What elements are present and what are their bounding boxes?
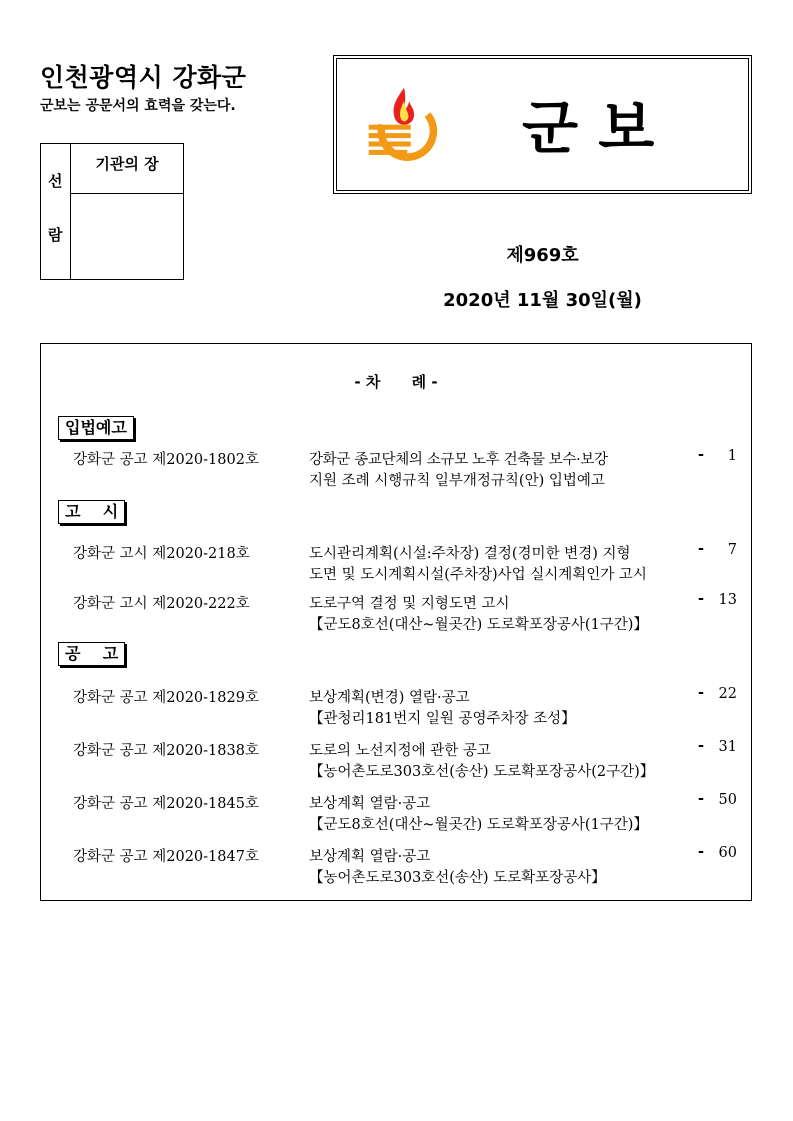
issue-number: 제969호 xyxy=(506,245,579,266)
entry-title-line1: 보상계획 열람·공고 xyxy=(309,849,431,865)
toc-entry[interactable] xyxy=(41,845,751,885)
toc-entry[interactable] xyxy=(41,592,751,632)
entry-dash: - xyxy=(698,738,705,754)
entry-page: 13 xyxy=(718,592,737,608)
entry-code: 강화군 공고 제2020-1838호 xyxy=(73,743,259,759)
entry-title-line1: 도시관리계획(시설:주차장) 결정(경미한 변경) 지형 xyxy=(309,546,631,562)
entry-title-line2: 지원 조례 시행규칙 일부개정규칙(안) 입법예고 xyxy=(309,473,605,489)
entry-code: 강화군 공고 제2020-1845호 xyxy=(73,796,259,812)
entry-title-line2: 【관청리181번지 일원 공영주차장 조성】 xyxy=(309,711,576,727)
entry-page: 7 xyxy=(727,542,737,558)
section-label-public-notice: 고 시 xyxy=(58,500,125,524)
issue-date: 2020년 11월 30일(월) xyxy=(443,290,642,311)
entry-dash: - xyxy=(698,685,705,701)
circulation-head-label: 기관의 장 xyxy=(71,144,183,194)
circulation-side xyxy=(41,144,71,279)
masthead-box xyxy=(333,55,752,194)
entry-title-line2: 【농어촌도로303호선(송산) 도로확포장공사(2구간)】 xyxy=(309,764,655,780)
section-label-announcement: 공 고 xyxy=(58,642,125,666)
entry-dash: - xyxy=(698,844,705,860)
entry-page: 60 xyxy=(718,845,737,861)
ganghwa-emblem-icon xyxy=(362,81,446,165)
entry-code: 강화군 공고 제2020-1847호 xyxy=(73,849,259,865)
entry-page: 50 xyxy=(718,792,737,808)
circulation-char-1: 선 xyxy=(48,172,63,190)
entry-title-line1: 강화군 종교단체의 소규모 노후 건축물 보수·보강 xyxy=(309,452,608,468)
entry-title-line2: 【군도8호선(대산~월곳간) 도로확포장공사(1구간)】 xyxy=(309,617,648,633)
entry-page: 22 xyxy=(718,686,737,702)
entry-dash: - xyxy=(698,591,705,607)
entry-dash: - xyxy=(698,447,705,463)
circulation-box xyxy=(40,143,184,280)
masthead-title: 군 보 xyxy=(522,94,655,162)
entry-title-line2: 【농어촌도로303호선(송산) 도로확포장공사】 xyxy=(309,870,606,886)
entry-title-line2: 도면 및 도시계획시설(주차장)사업 실시계획인가 고시 xyxy=(309,567,647,583)
tagline: 군보는 공문서의 효력을 갖는다. xyxy=(40,98,236,114)
toc-entry[interactable] xyxy=(41,792,751,832)
toc-entry[interactable] xyxy=(41,686,751,726)
section-label-legislative-notice: 입법예고 xyxy=(58,416,134,440)
entry-code: 강화군 고시 제2020-222호 xyxy=(73,596,250,612)
entry-code: 강화군 공고 제2020-1802호 xyxy=(73,452,259,468)
circulation-char-2: 람 xyxy=(48,226,63,244)
toc-entry[interactable] xyxy=(41,739,751,779)
entry-title-line1: 보상계획(변경) 열람·공고 xyxy=(309,690,470,706)
entry-title-line2: 【군도8호선(대산~월곳간) 도로확포장공사(1구간)】 xyxy=(309,817,648,833)
toc-entry[interactable] xyxy=(41,542,751,582)
entry-title-line1: 도로의 노선지정에 관한 공고 xyxy=(309,743,491,759)
masthead-inner-frame xyxy=(336,58,749,191)
toc-entry[interactable] xyxy=(41,448,751,488)
toc-title: - 차 례 - xyxy=(354,373,438,391)
entry-code: 강화군 고시 제2020-218호 xyxy=(73,546,250,562)
organization-name: 인천광역시 강화군 xyxy=(40,63,247,92)
entry-page: 31 xyxy=(718,739,737,755)
entry-dash: - xyxy=(698,791,705,807)
entry-code: 강화군 공고 제2020-1829호 xyxy=(73,690,259,706)
table-of-contents xyxy=(40,343,752,901)
entry-dash: - xyxy=(698,541,705,557)
entry-page: 1 xyxy=(727,448,737,464)
entry-title-line1: 보상계획 열람·공고 xyxy=(309,796,431,812)
entry-title-line1: 도로구역 결정 및 지형도면 고시 xyxy=(309,596,510,612)
